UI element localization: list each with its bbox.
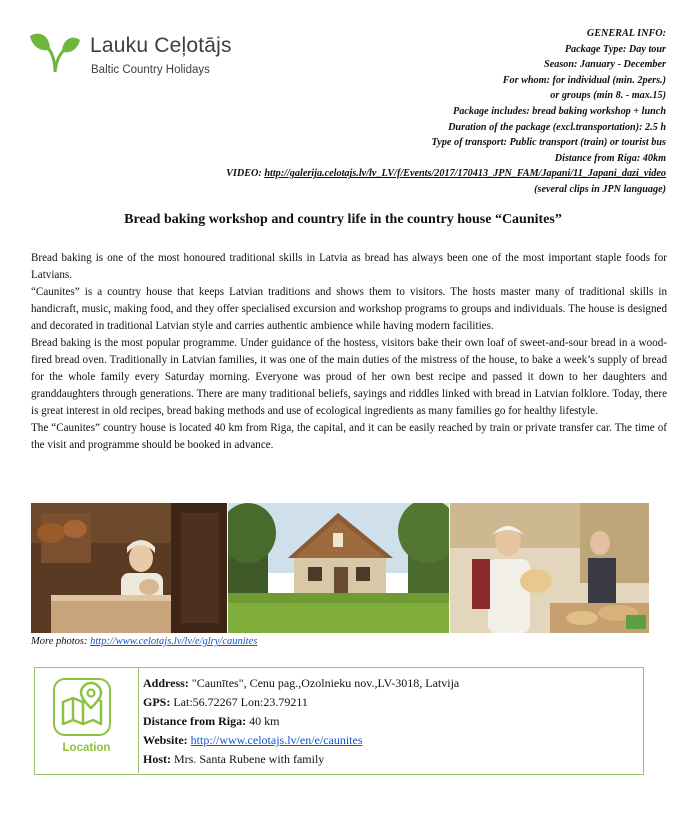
more-photos-link[interactable]: http://www.celotajs.lv/lv/e/glry/caunites bbox=[90, 636, 258, 647]
general-info bbox=[146, 26, 666, 198]
info-distance: Distance from Riga: 40km bbox=[554, 152, 666, 164]
info-includes: Package includes: bread baking workshop + lunch bbox=[453, 105, 666, 117]
paragraph: Bread baking is one of the most honoured traditional skills in Latvia as bread has always been one of the most important staple foods for Latvians. bbox=[31, 252, 667, 281]
location-label: Location bbox=[62, 742, 111, 754]
info-video bbox=[146, 166, 666, 182]
more-photos-label: More photos: bbox=[31, 636, 88, 647]
info-package-type: Package Type: Day tour bbox=[564, 43, 666, 55]
page-title: Bread baking workshop and country life in the country house “Caunites” bbox=[124, 212, 562, 227]
info-transport: Type of transport: Public transport (train) or tourist bus bbox=[431, 137, 666, 149]
map-pin-icon bbox=[53, 678, 111, 736]
host-row bbox=[143, 750, 459, 769]
host-label: Host: bbox=[143, 752, 171, 766]
address-label: Address: bbox=[143, 676, 189, 690]
paragraph: The “Caunites” country house is located 40 km from Riga, the capital, and it can be easily reached by train or private transfer car. The time of the visit and programme should be booked in advance. bbox=[31, 422, 667, 451]
gps-label: GPS: bbox=[143, 695, 171, 709]
distance-label: Distance from Riga: bbox=[143, 714, 247, 728]
description bbox=[31, 250, 667, 454]
info-duration: Duration of the package (excl.transportation): 2.5 h bbox=[448, 121, 666, 133]
video-label: VIDEO: bbox=[226, 168, 262, 180]
host-value: Mrs. Santa Rubene with family bbox=[174, 752, 325, 766]
gps-row bbox=[143, 693, 459, 712]
logo-subtitle: Baltic Country Holidays bbox=[91, 64, 210, 76]
info-heading: GENERAL INFO: bbox=[586, 28, 666, 39]
address-value: "Caunītes", Cenu pag.,Ozolnieku nov.,LV-3018, Latvija bbox=[191, 676, 460, 690]
location-box bbox=[34, 667, 644, 775]
leaf-logo-icon bbox=[28, 28, 84, 78]
logo-title: Lauku Ceļotājs bbox=[90, 34, 232, 57]
address-row bbox=[143, 674, 459, 693]
photo-visitors-baking bbox=[450, 503, 649, 633]
location-details bbox=[143, 674, 459, 769]
gps-value: Lat:56.72267 Lon:23.79211 bbox=[173, 695, 308, 709]
info-season: Season: January - December bbox=[544, 59, 666, 71]
website-row bbox=[143, 731, 459, 750]
video-link[interactable]: http://galerija.celotajs.lv/lv_LV/f/Events/2017/170413_JPN_FAM/Japani/11_Japani_dazi_video bbox=[264, 168, 666, 180]
paragraph: Bread baking is the most popular programme. Under guidance of the hostess, visitors bake their own loaf of sweet-and-sour bread in a wood-fired bread oven. Traditionally in Latvian families, it was one of the main duties of the mistress of the house, to bake a week’s supply of bread for the whole family every Saturday morning. Everyone was proud of her own best recipe and passed it down to her daughters and granddaughters through generations. There are many traditional beliefs, sayings and riddles linked with bread in Latvian folklore. Today, there is great interest in old recipes, bread baking methods and use of ecological ingredients as many families go for healthy lifestyle. bbox=[31, 337, 667, 417]
more-photos bbox=[31, 636, 257, 647]
distance-value: 40 km bbox=[249, 714, 280, 728]
location-badge bbox=[35, 668, 139, 773]
paragraph: “Caunites” is a country house that keeps Latvian traditions and shows them to visitors. The hosts master many of traditional skills in handicraft, music, making food, and they offer specialised excursion and workshop programs to groups and individuals. The house is designed and decorated in traditional Latvian style and carries authentic ambience while having modern facilities. bbox=[31, 286, 667, 332]
photo-hostess-kneading bbox=[31, 503, 227, 633]
info-for-whom: For whom: for individual (min. 2pers.) bbox=[502, 74, 666, 86]
website-link[interactable]: http://www.celotajs.lv/en/e/caunites bbox=[190, 733, 363, 747]
photo-country-house bbox=[228, 503, 449, 633]
info-groups: or groups (min 8. - max.15) bbox=[550, 90, 666, 102]
video-note: (several clips in JPN language) bbox=[534, 183, 666, 195]
distance-row bbox=[143, 712, 459, 731]
website-label: Website: bbox=[143, 733, 188, 747]
